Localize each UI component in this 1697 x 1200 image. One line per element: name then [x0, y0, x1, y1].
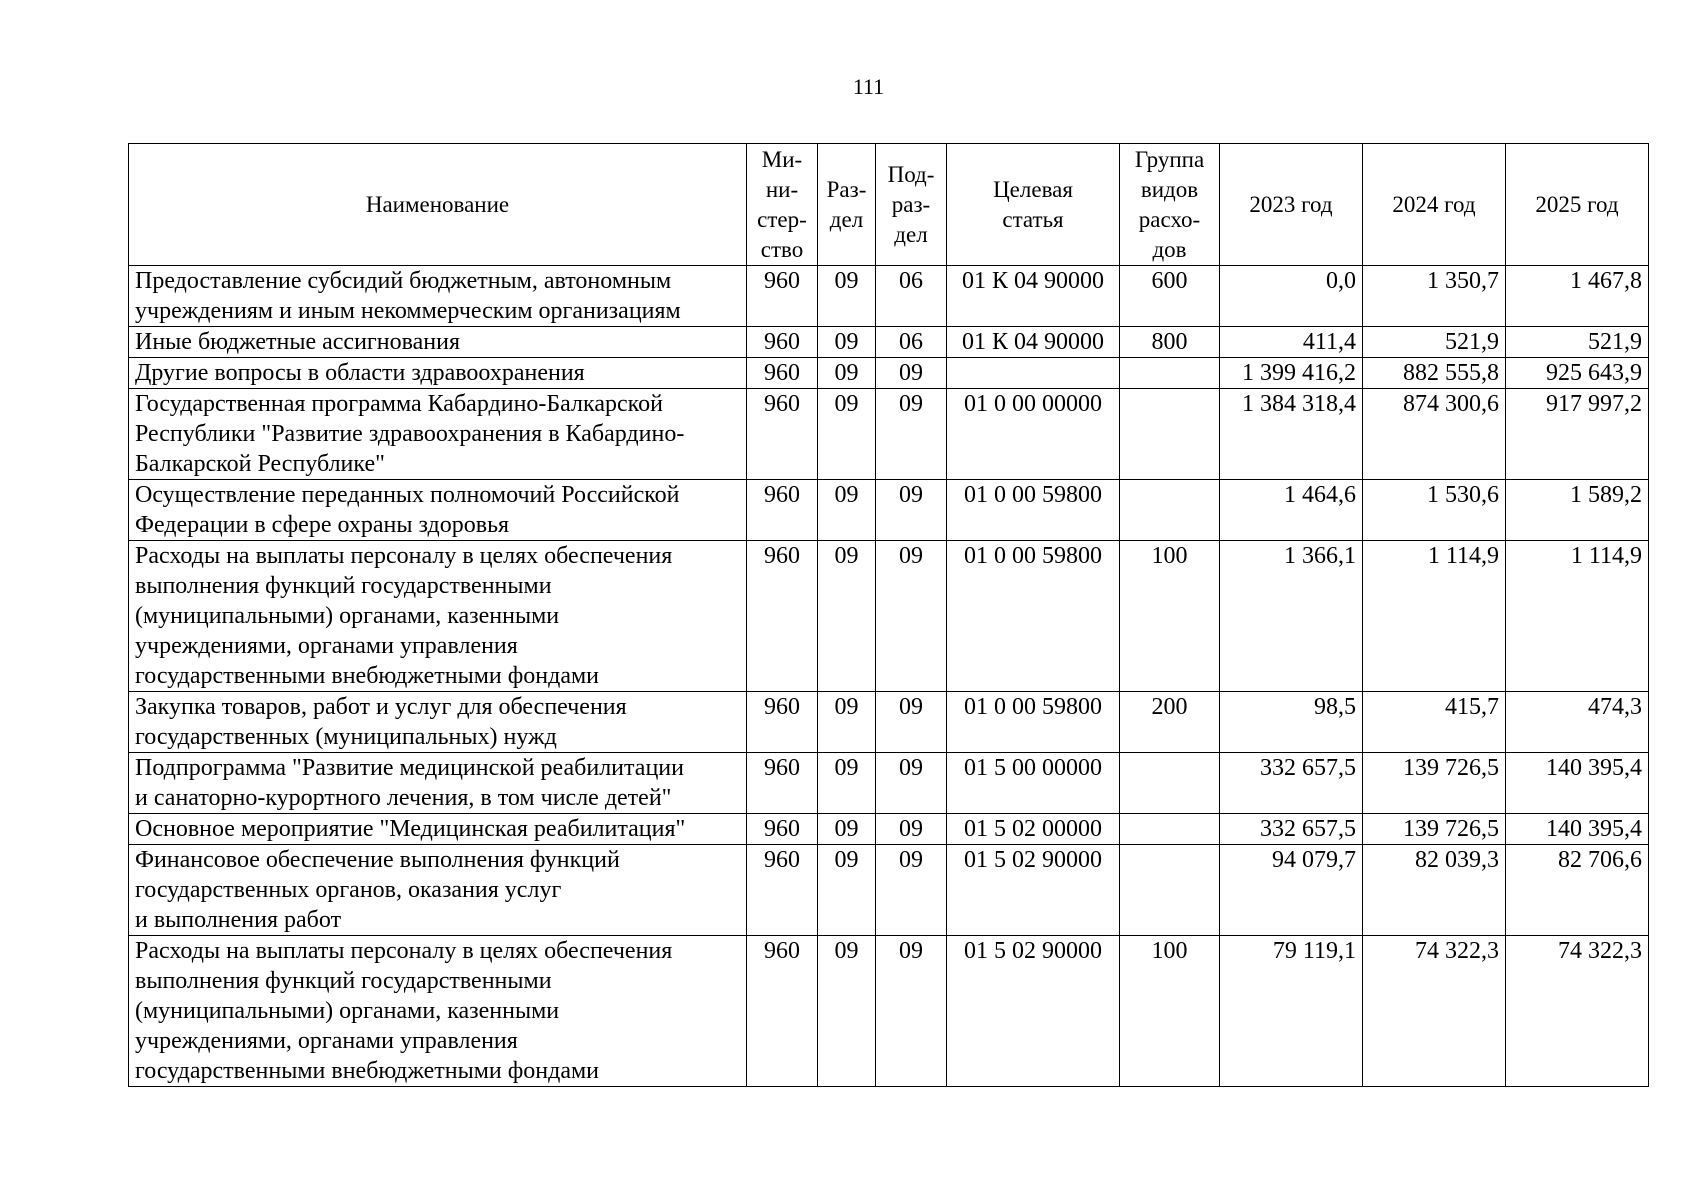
row-group: 100: [1120, 541, 1220, 692]
row-2025: 474,3: [1506, 692, 1649, 753]
row-ministry: 960: [747, 541, 818, 692]
table-row: [129, 389, 1649, 480]
row-2023: 0,0: [1220, 266, 1363, 327]
table-row: [129, 814, 1649, 845]
row-subsection: 09: [876, 936, 947, 1087]
row-target: 01 5 02 90000: [947, 936, 1120, 1087]
row-subsection: 09: [876, 541, 947, 692]
row-2024: 874 300,6: [1363, 389, 1506, 480]
row-ministry: 960: [747, 358, 818, 389]
row-2025: 521,9: [1506, 327, 1649, 358]
header-2024: 2024 год: [1363, 144, 1506, 266]
row-target: 01 К 04 90000: [947, 266, 1120, 327]
row-group: [1120, 753, 1220, 814]
row-name: Осуществление переданных полномочий Российской Федерации в сфере охраны здоровья: [129, 480, 747, 541]
row-2025: 925 643,9: [1506, 358, 1649, 389]
row-section: 09: [818, 753, 876, 814]
row-name: Расходы на выплаты персоналу в целях обеспечения выполнения функций государственными (муниципальными) органами, казенными учреждениями, органами управления государственными внебюджетными фондами: [129, 936, 747, 1087]
table-row: [129, 692, 1649, 753]
header-row: [129, 144, 1649, 266]
row-target: 01 0 00 59800: [947, 541, 1120, 692]
header-group: Группа видов расхо- дов: [1120, 144, 1220, 266]
budget-table: [128, 143, 1649, 1087]
row-ministry: 960: [747, 814, 818, 845]
row-2025: 74 322,3: [1506, 936, 1649, 1087]
row-group: [1120, 358, 1220, 389]
row-2023: 1 399 416,2: [1220, 358, 1363, 389]
row-target: [947, 358, 1120, 389]
row-group: [1120, 814, 1220, 845]
row-target: 01 0 00 00000: [947, 389, 1120, 480]
header-name: Наименование: [129, 144, 747, 266]
row-name: Основное мероприятие "Медицинская реабилитация": [129, 814, 747, 845]
row-section: 09: [818, 327, 876, 358]
row-2024: 139 726,5: [1363, 753, 1506, 814]
header-section: Раз- дел: [818, 144, 876, 266]
row-subsection: 09: [876, 692, 947, 753]
row-target: 01 5 00 00000: [947, 753, 1120, 814]
row-2023: 94 079,7: [1220, 845, 1363, 936]
table-row: [129, 480, 1649, 541]
row-name: Другие вопросы в области здравоохранения: [129, 358, 747, 389]
row-subsection: 09: [876, 753, 947, 814]
table-row: [129, 936, 1649, 1087]
row-group: [1120, 480, 1220, 541]
row-2024: 74 322,3: [1363, 936, 1506, 1087]
row-2025: 140 395,4: [1506, 753, 1649, 814]
row-ministry: 960: [747, 327, 818, 358]
row-ministry: 960: [747, 389, 818, 480]
row-name: Закупка товаров, работ и услуг для обеспечения государственных (муниципальных) нужд: [129, 692, 747, 753]
row-name: Финансовое обеспечение выполнения функций государственных органов, оказания услуг и выполнения работ: [129, 845, 747, 936]
row-2025: 1 467,8: [1506, 266, 1649, 327]
row-group: 600: [1120, 266, 1220, 327]
row-2023: 332 657,5: [1220, 753, 1363, 814]
row-2023: 1 384 318,4: [1220, 389, 1363, 480]
row-name: Предоставление субсидий бюджетным, автономным учреждениям и иным некоммерческим организациям: [129, 266, 747, 327]
table-row: [129, 845, 1649, 936]
table-row: [129, 753, 1649, 814]
row-group: 200: [1120, 692, 1220, 753]
row-2023: 79 119,1: [1220, 936, 1363, 1087]
row-ministry: 960: [747, 266, 818, 327]
row-subsection: 06: [876, 327, 947, 358]
row-section: 09: [818, 845, 876, 936]
row-subsection: 09: [876, 389, 947, 480]
row-section: 09: [818, 480, 876, 541]
row-2023: 411,4: [1220, 327, 1363, 358]
row-subsection: 09: [876, 845, 947, 936]
row-ministry: 960: [747, 936, 818, 1087]
row-group: [1120, 845, 1220, 936]
row-section: 09: [818, 814, 876, 845]
row-2024: 521,9: [1363, 327, 1506, 358]
page-number: 111: [852, 74, 885, 99]
row-2024: 882 555,8: [1363, 358, 1506, 389]
row-section: 09: [818, 936, 876, 1087]
row-target: 01 К 04 90000: [947, 327, 1120, 358]
row-2024: 139 726,5: [1363, 814, 1506, 845]
row-2025: 1 589,2: [1506, 480, 1649, 541]
row-2025: 82 706,6: [1506, 845, 1649, 936]
row-section: 09: [818, 389, 876, 480]
row-2025: 917 997,2: [1506, 389, 1649, 480]
row-section: 09: [818, 266, 876, 327]
row-2024: 1 114,9: [1363, 541, 1506, 692]
table-row: [129, 327, 1649, 358]
row-target: 01 0 00 59800: [947, 480, 1120, 541]
row-2025: 140 395,4: [1506, 814, 1649, 845]
row-ministry: 960: [747, 692, 818, 753]
table-row: [129, 358, 1649, 389]
row-section: 09: [818, 692, 876, 753]
table-row: [129, 541, 1649, 692]
header-ministry: Ми- ни- стер- ство: [747, 144, 818, 266]
row-2025: 1 114,9: [1506, 541, 1649, 692]
row-name: Иные бюджетные ассигнования: [129, 327, 747, 358]
row-group: 100: [1120, 936, 1220, 1087]
row-group: [1120, 389, 1220, 480]
row-section: 09: [818, 541, 876, 692]
row-2023: 98,5: [1220, 692, 1363, 753]
row-2024: 1 530,6: [1363, 480, 1506, 541]
row-section: 09: [818, 358, 876, 389]
header-subsection: Под- раз- дел: [876, 144, 947, 266]
row-name: Государственная программа Кабардино-Балкарской Республики "Развитие здравоохранения в Кабардино- Балкарской Республике": [129, 389, 747, 480]
header-2025: 2025 год: [1506, 144, 1649, 266]
row-target: 01 0 00 59800: [947, 692, 1120, 753]
row-name: Подпрограмма "Развитие медицинской реабилитации и санаторно-курортного лечения, в том числе детей": [129, 753, 747, 814]
row-2023: 1 366,1: [1220, 541, 1363, 692]
row-ministry: 960: [747, 753, 818, 814]
row-target: 01 5 02 90000: [947, 845, 1120, 936]
row-group: 800: [1120, 327, 1220, 358]
row-2024: 82 039,3: [1363, 845, 1506, 936]
header-2023: 2023 год: [1220, 144, 1363, 266]
row-ministry: 960: [747, 480, 818, 541]
row-2023: 332 657,5: [1220, 814, 1363, 845]
row-subsection: 09: [876, 480, 947, 541]
row-2023: 1 464,6: [1220, 480, 1363, 541]
row-subsection: 06: [876, 266, 947, 327]
header-target: Целевая статья: [947, 144, 1120, 266]
row-subsection: 09: [876, 358, 947, 389]
row-2024: 1 350,7: [1363, 266, 1506, 327]
table-row: [129, 266, 1649, 327]
row-name: Расходы на выплаты персоналу в целях обеспечения выполнения функций государственными (муниципальными) органами, казенными учреждениями, органами управления государственными внебюджетными фондами: [129, 541, 747, 692]
row-subsection: 09: [876, 814, 947, 845]
row-2024: 415,7: [1363, 692, 1506, 753]
row-ministry: 960: [747, 845, 818, 936]
row-target: 01 5 02 00000: [947, 814, 1120, 845]
